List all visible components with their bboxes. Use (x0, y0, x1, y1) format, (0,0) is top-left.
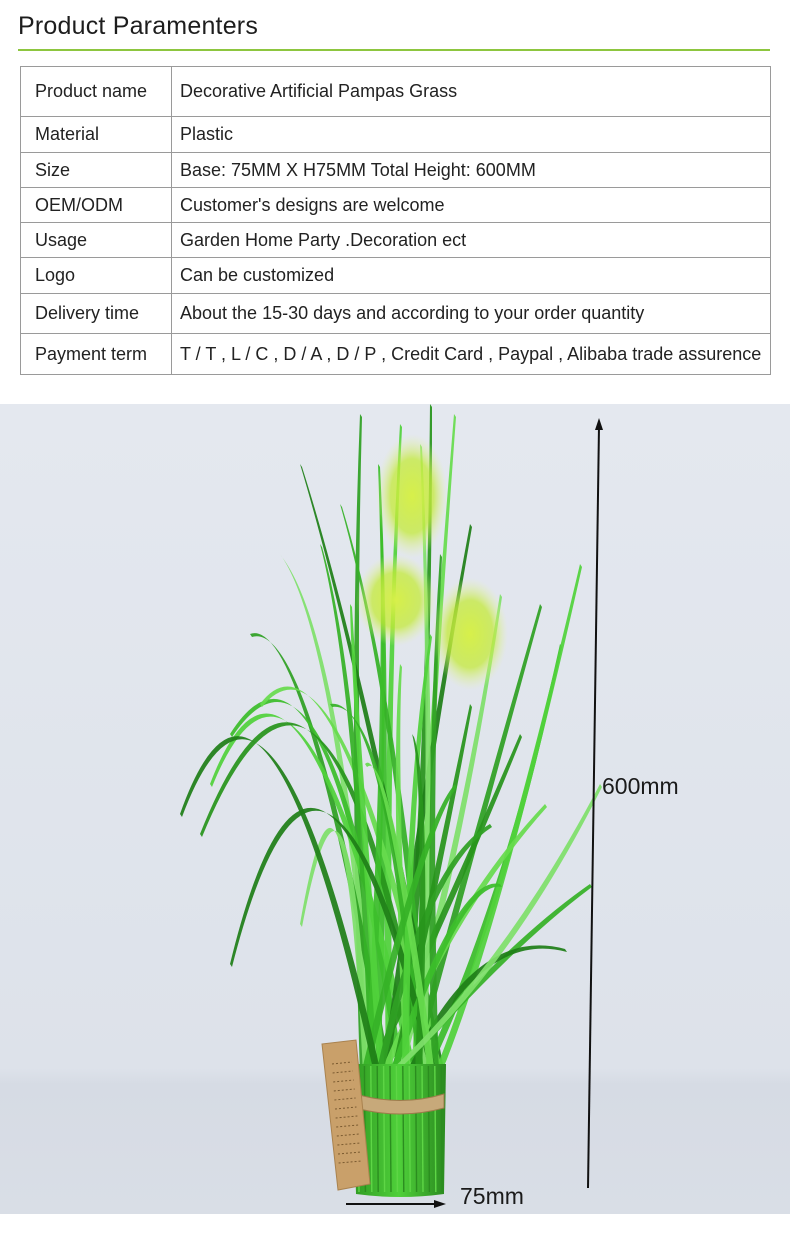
table-row (21, 67, 771, 117)
product-parameters-table (20, 66, 771, 375)
stem-line (428, 1066, 429, 1192)
height-label: 600mm (602, 773, 679, 799)
param-value: About the 15-30 days and according to your order quantity (172, 294, 771, 334)
param-key: Delivery time (21, 294, 172, 334)
table-row (21, 117, 771, 153)
param-key: Product name (21, 67, 172, 117)
stem-line (396, 1066, 397, 1192)
param-key: Payment term (21, 334, 172, 375)
stem-line (409, 1066, 410, 1192)
param-value: T / T , L / C , D / A , D / P , Credit Card , Paypal , Alibaba trade assurence (172, 334, 771, 375)
table-row (21, 223, 771, 258)
table-row (21, 188, 771, 223)
stem-line (390, 1066, 391, 1192)
width-label: 75mm (460, 1183, 524, 1209)
page-title: Product Paramenters (18, 12, 259, 40)
table-row (21, 258, 771, 294)
stem-line (435, 1066, 436, 1192)
stem-line (371, 1066, 372, 1192)
param-value: Base: 75MM X H75MM Total Height: 600MM (172, 153, 771, 188)
param-value: Decorative Artificial Pampas Grass (172, 67, 771, 117)
stem-line (441, 1066, 442, 1192)
table-row (21, 334, 771, 375)
stem-line (384, 1066, 385, 1192)
param-value: Garden Home Party .Decoration ect (172, 223, 771, 258)
stem-line (422, 1066, 423, 1192)
param-key: OEM/ODM (21, 188, 172, 223)
table-row (21, 153, 771, 188)
param-key: Logo (21, 258, 172, 294)
stem-line (377, 1066, 378, 1192)
stem-line (403, 1066, 404, 1192)
param-value: Can be customized (172, 258, 771, 294)
table-row (21, 294, 771, 334)
param-key: Usage (21, 223, 172, 258)
title-underline (18, 49, 770, 51)
param-key: Size (21, 153, 172, 188)
param-value: Plastic (172, 117, 771, 153)
param-value: Customer's designs are welcome (172, 188, 771, 223)
section-header (0, 0, 790, 56)
stem-line (416, 1066, 417, 1192)
param-key: Material (21, 117, 172, 153)
product-photo (0, 404, 790, 1214)
